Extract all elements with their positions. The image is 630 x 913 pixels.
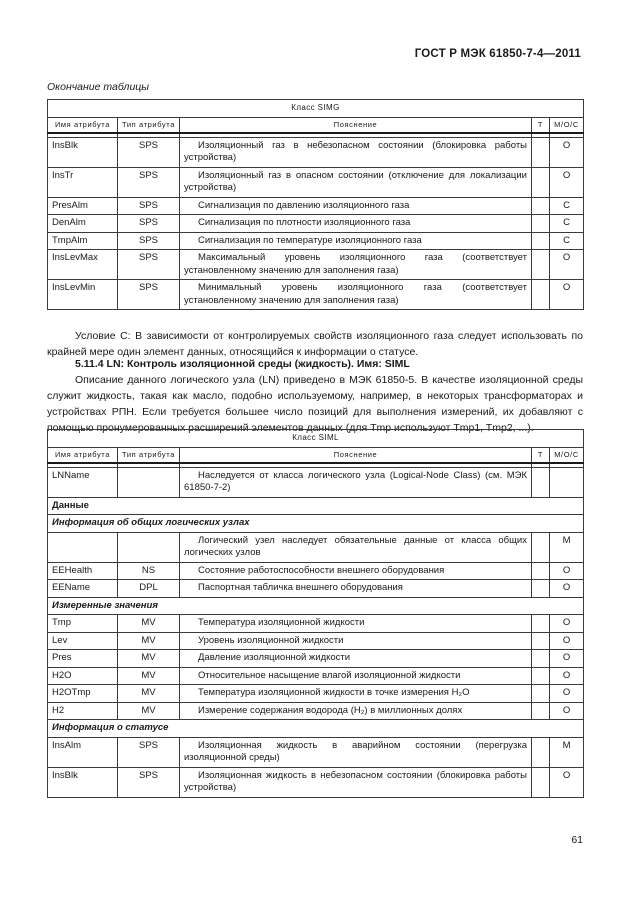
cell-t xyxy=(532,197,550,215)
table-row xyxy=(48,737,584,767)
cell-attribute-name: InsBlk xyxy=(48,137,118,167)
cell-attribute-type: SPS xyxy=(118,280,180,310)
section-label: Информация об общих логических узлах xyxy=(48,515,584,533)
cell-t xyxy=(532,467,550,497)
col-header-type: Тип атрибута xyxy=(118,447,180,463)
cell-moc: C xyxy=(550,232,584,250)
table-row xyxy=(48,685,584,703)
col-header-explanation: Пояснение xyxy=(180,447,532,463)
cell-moc: O xyxy=(550,250,584,280)
cell-attribute-type: MV xyxy=(118,650,180,668)
table-simg xyxy=(47,99,584,310)
section-label: Данные xyxy=(48,497,584,515)
cell-attribute-name: InsLevMin xyxy=(48,280,118,310)
col-header-t: Т xyxy=(532,447,550,463)
cell-t xyxy=(532,280,550,310)
cell-explanation: Измерение содержания водорода (H₂) в миллионных долях xyxy=(180,702,532,720)
cell-attribute-type: SPS xyxy=(118,737,180,767)
cell-attribute-type: NS xyxy=(118,562,180,580)
cell-explanation: Температура изоляционной жидкости xyxy=(180,615,532,633)
cell-attribute-name: H2OTmp xyxy=(48,685,118,703)
cell-attribute-name: EEName xyxy=(48,580,118,598)
table-row xyxy=(48,167,584,197)
col-header-name: Имя атрибута xyxy=(48,117,118,133)
cell-attribute-name: Tmp xyxy=(48,615,118,633)
table-row xyxy=(48,250,584,280)
cell-attribute-type: MV xyxy=(118,702,180,720)
cell-attribute-type: MV xyxy=(118,667,180,685)
cell-moc: O xyxy=(550,580,584,598)
cell-moc: O xyxy=(550,137,584,167)
cell-t xyxy=(532,232,550,250)
table-row xyxy=(48,197,584,215)
cell-explanation: Изоляционный газ в опасном состоянии (отключение для локализации устройства) xyxy=(180,167,532,197)
cell-explanation: Изоляционная жидкость в аварийном состоянии (перегрузка изоляционной среды) xyxy=(180,737,532,767)
cell-attribute-name: EEHealth xyxy=(48,562,118,580)
cell-moc: O xyxy=(550,167,584,197)
cell-explanation: Сигнализация по давлению изоляционного газа xyxy=(180,197,532,215)
cell-t xyxy=(532,702,550,720)
cell-attribute-name: Pres xyxy=(48,650,118,668)
col-header-moc: М/О/С xyxy=(550,447,584,463)
cell-attribute-name: DenAlm xyxy=(48,215,118,233)
section-heading: 5.11.4 LN: Контроль изоляционной среды (жидкость). Имя: SIML xyxy=(75,358,410,370)
cell-moc: O xyxy=(550,280,584,310)
col-header-type: Тип атрибута xyxy=(118,117,180,133)
cell-t xyxy=(532,632,550,650)
cell-attribute-type: SPS xyxy=(118,215,180,233)
cell-t xyxy=(532,667,550,685)
cell-attribute-name: InsBlk xyxy=(48,767,118,797)
cell-attribute-type: DPL xyxy=(118,580,180,598)
cell-moc: O xyxy=(550,562,584,580)
cell-attribute-name: Lev xyxy=(48,632,118,650)
cell-moc: C xyxy=(550,215,584,233)
cell-attribute-type: SPS xyxy=(118,137,180,167)
cell-attribute-name: H2O xyxy=(48,667,118,685)
cell-moc: O xyxy=(550,632,584,650)
col-header-explanation: Пояснение xyxy=(180,117,532,133)
section-row xyxy=(48,597,584,615)
col-header-name: Имя атрибута xyxy=(48,447,118,463)
cell-attribute-type: MV xyxy=(118,685,180,703)
cell-moc xyxy=(550,467,584,497)
table-row xyxy=(48,215,584,233)
cell-t xyxy=(532,137,550,167)
cell-attribute-type xyxy=(118,532,180,562)
cell-moc: O xyxy=(550,702,584,720)
cell-t xyxy=(532,167,550,197)
cell-explanation: Изоляционный газ в небезопасном состоянии (блокировка работы устройства) xyxy=(180,137,532,167)
cell-t xyxy=(532,737,550,767)
table-caption: Окончание таблицы xyxy=(47,81,150,93)
cell-attribute-type: SPS xyxy=(118,767,180,797)
cell-explanation: Давление изоляционной жидкости xyxy=(180,650,532,668)
cell-moc: O xyxy=(550,667,584,685)
cell-attribute-type: SPS xyxy=(118,250,180,280)
cell-attribute-type xyxy=(118,467,180,497)
cell-moc: O xyxy=(550,685,584,703)
table-row xyxy=(48,280,584,310)
cell-attribute-name: H2 xyxy=(48,702,118,720)
cell-explanation: Уровень изоляционной жидкости xyxy=(180,632,532,650)
cell-explanation: Паспортная табличка внешнего оборудования xyxy=(180,580,532,598)
table-row xyxy=(48,232,584,250)
cell-explanation: Состояние работоспособности внешнего оборудования xyxy=(180,562,532,580)
cell-moc: O xyxy=(550,650,584,668)
section-row xyxy=(48,720,584,738)
cell-moc: M xyxy=(550,737,584,767)
cell-t xyxy=(532,532,550,562)
cell-attribute-name: TmpAlm xyxy=(48,232,118,250)
col-header-moc: М/О/С xyxy=(550,117,584,133)
cell-moc: O xyxy=(550,767,584,797)
cell-explanation: Логический узел наследует обязательные данные от класса общих логических узлов xyxy=(180,532,532,562)
cell-moc: M xyxy=(550,532,584,562)
table-row xyxy=(48,467,584,497)
page-number: 61 xyxy=(571,834,583,846)
cell-t xyxy=(532,685,550,703)
section-label: Измеренные значения xyxy=(48,597,584,615)
paragraph-description: Описание данного логического узла (LN) приведено в МЭК 61850-5. В качестве изоляционной среды служит жидкость, такая как масло, подобно используемому, например, в некоторых трансформаторах и устройствах РПН. Если требуется большее число позиций для выполнения измерений, их добавляют с помощью пронумерованных расширений элементов данных (для Tmp используют Tmp1, Tmp2, ...). xyxy=(47,374,583,434)
class-label: Класс SIML xyxy=(48,430,584,448)
cell-attribute-name: LNName xyxy=(48,467,118,497)
cell-attribute-type: SPS xyxy=(118,232,180,250)
cell-explanation: Минимальный уровень изоляционного газа (соответствует установленному значению для заполнения газа) xyxy=(180,280,532,310)
table-row xyxy=(48,650,584,668)
cell-t xyxy=(532,767,550,797)
cell-attribute-type: MV xyxy=(118,632,180,650)
table-row xyxy=(48,632,584,650)
section-row xyxy=(48,497,584,515)
paragraph-condition: Условие С: В зависимости от контролируемых свойств изоляционного газа следует использовать по крайней мере один элемент данных, относящийся к информации о статусе. xyxy=(47,330,583,358)
col-header-t: Т xyxy=(532,117,550,133)
cell-explanation: Сигнализация по температуре изоляционного газа xyxy=(180,232,532,250)
table-body xyxy=(48,137,584,310)
cell-attribute-type: SPS xyxy=(118,167,180,197)
table-siml xyxy=(47,429,584,798)
document-header: ГОСТ Р МЭК 61850-7-4—2011 xyxy=(414,48,581,60)
cell-explanation: Наследуется от класса логического узла (Logical-Node Class) (см. МЭК 61850-7-2) xyxy=(180,467,532,497)
cell-attribute-name: InsTr xyxy=(48,167,118,197)
table-body xyxy=(48,467,584,797)
table-row xyxy=(48,532,584,562)
cell-explanation: Максимальный уровень изоляционного газа (соответствует установленному значению для заполнения газа) xyxy=(180,250,532,280)
table-row xyxy=(48,580,584,598)
cell-t xyxy=(532,215,550,233)
class-label: Класс SIMG xyxy=(48,100,584,118)
cell-t xyxy=(532,650,550,668)
table-row xyxy=(48,615,584,633)
cell-attribute-name: InsLevMax xyxy=(48,250,118,280)
section-row xyxy=(48,515,584,533)
cell-moc: O xyxy=(550,615,584,633)
cell-attribute-name: PresAlm xyxy=(48,197,118,215)
cell-t xyxy=(532,580,550,598)
cell-t xyxy=(532,250,550,280)
cell-t xyxy=(532,615,550,633)
cell-explanation: Температура изоляционной жидкости в точке измерения H₂O xyxy=(180,685,532,703)
cell-explanation: Изоляционная жидкость в небезопасном состоянии (блокировка работы устройства) xyxy=(180,767,532,797)
cell-attribute-type: SPS xyxy=(118,197,180,215)
cell-explanation: Относительное насыщение влагой изоляционной жидкости xyxy=(180,667,532,685)
cell-attribute-name: InsAlm xyxy=(48,737,118,767)
table-row xyxy=(48,667,584,685)
cell-attribute-name xyxy=(48,532,118,562)
table-row xyxy=(48,562,584,580)
table-row xyxy=(48,702,584,720)
section-label: Информация о статусе xyxy=(48,720,584,738)
cell-explanation: Сигнализация по плотности изоляционного газа xyxy=(180,215,532,233)
cell-attribute-type: MV xyxy=(118,615,180,633)
table-row xyxy=(48,137,584,167)
cell-moc: C xyxy=(550,197,584,215)
cell-t xyxy=(532,562,550,580)
table-row xyxy=(48,767,584,797)
